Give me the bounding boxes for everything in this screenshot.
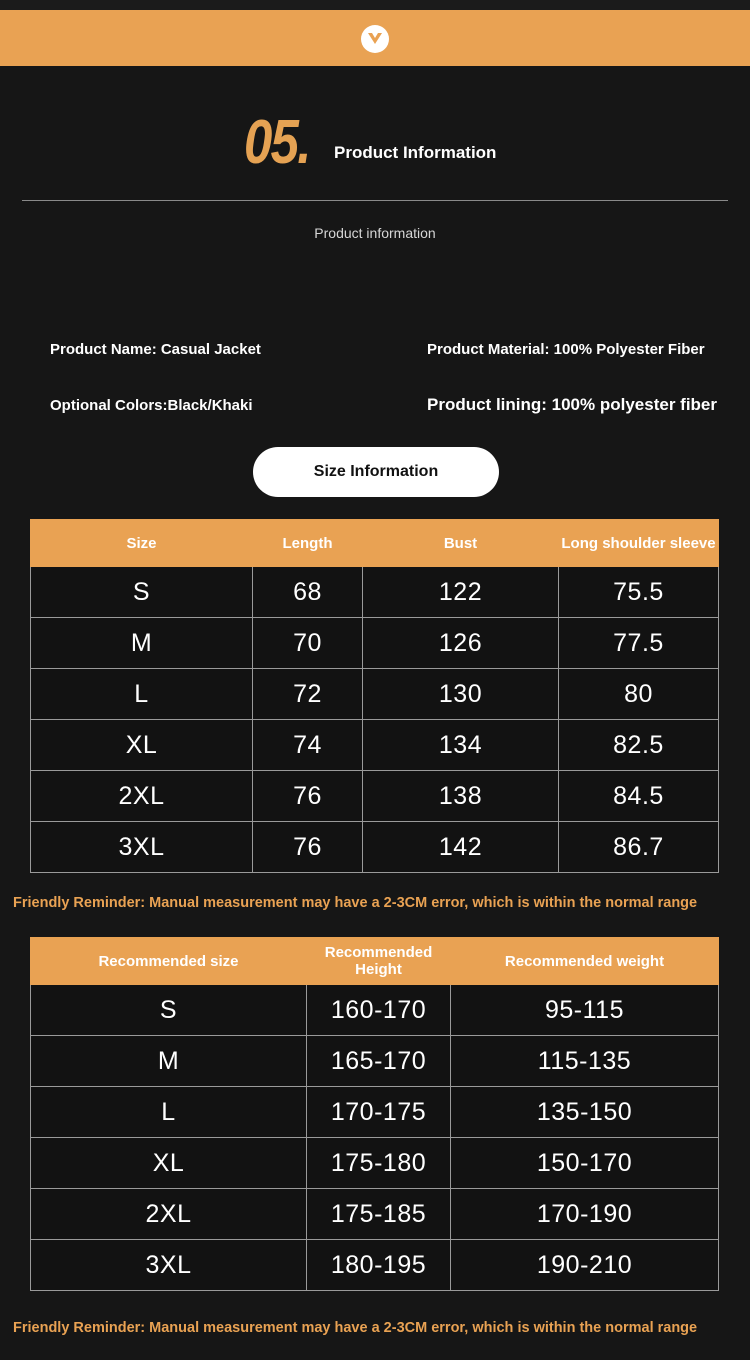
table-cell: 130 <box>363 669 559 720</box>
table-cell: 84.5 <box>559 771 719 822</box>
table-cell: 3XL <box>31 1240 307 1291</box>
table-cell: 150-170 <box>451 1138 719 1189</box>
section-title: Product Information <box>334 143 497 162</box>
section-number: 05. <box>244 108 310 177</box>
table-row <box>31 669 719 720</box>
table-row <box>31 720 719 771</box>
size-table <box>30 519 719 873</box>
table-row <box>31 1240 719 1291</box>
table-cell: 2XL <box>31 1189 307 1240</box>
table-cell: 95-115 <box>451 985 719 1036</box>
column-header: Length <box>253 520 363 567</box>
table-cell: S <box>31 985 307 1036</box>
table-cell: 70 <box>253 618 363 669</box>
table-cell: 138 <box>363 771 559 822</box>
column-header: Recommended size <box>31 938 307 985</box>
table-cell: 135-150 <box>451 1087 719 1138</box>
size-information-button[interactable]: Size Information <box>253 447 499 497</box>
table-row <box>31 822 719 873</box>
table-row <box>31 1036 719 1087</box>
table-row <box>31 1189 719 1240</box>
divider <box>22 200 728 201</box>
table-cell: S <box>31 567 253 618</box>
table-cell: XL <box>31 1138 307 1189</box>
table-row <box>31 618 719 669</box>
column-header: Recommended weight <box>451 938 719 985</box>
product-material: Product Material: 100% Polyester Fiber <box>427 341 705 358</box>
column-header: Long shoulder sleeve <box>559 520 719 567</box>
chevron-down-icon <box>367 32 383 46</box>
table-cell: 160-170 <box>307 985 451 1036</box>
measurement-reminder-bottom: Friendly Reminder: Manual measurement may have a 2-3CM error, which is within the normal range <box>13 1320 698 1336</box>
table-cell: 82.5 <box>559 720 719 771</box>
table-cell: 126 <box>363 618 559 669</box>
table-cell: 180-195 <box>307 1240 451 1291</box>
optional-colors: Optional Colors:Black/Khaki <box>50 397 253 414</box>
table-cell: M <box>31 618 253 669</box>
table-cell: 115-135 <box>451 1036 719 1087</box>
table-row <box>31 1138 719 1189</box>
table-cell: L <box>31 1087 307 1138</box>
table-cell: 170-175 <box>307 1087 451 1138</box>
recommended-table-header <box>31 938 719 985</box>
table-cell: 190-210 <box>451 1240 719 1291</box>
table-cell: 142 <box>363 822 559 873</box>
table-cell: 72 <box>253 669 363 720</box>
table-row <box>31 771 719 822</box>
table-cell: 122 <box>363 567 559 618</box>
section-subtitle: Product information <box>314 225 436 241</box>
table-cell: 77.5 <box>559 618 719 669</box>
size-table-header <box>31 520 719 567</box>
table-row <box>31 985 719 1036</box>
table-row <box>31 567 719 618</box>
table-cell: 75.5 <box>559 567 719 618</box>
table-cell: M <box>31 1036 307 1087</box>
table-cell: 2XL <box>31 771 253 822</box>
product-lining: Product lining: 100% polyester fiber <box>427 395 718 414</box>
table-cell: XL <box>31 720 253 771</box>
table-cell: 3XL <box>31 822 253 873</box>
measurement-reminder: Friendly Reminder: Manual measurement may have a 2-3CM error, which is within the normal range <box>13 895 698 911</box>
table-row <box>31 1087 719 1138</box>
table-cell: 175-185 <box>307 1189 451 1240</box>
table-cell: 68 <box>253 567 363 618</box>
table-cell: 76 <box>253 771 363 822</box>
column-header: Recommended Height <box>307 938 451 985</box>
column-header: Size <box>31 520 253 567</box>
table-cell: 86.7 <box>559 822 719 873</box>
table-cell: 80 <box>559 669 719 720</box>
table-cell: 76 <box>253 822 363 873</box>
column-header: Bust <box>363 520 559 567</box>
top-strip <box>0 0 750 10</box>
table-cell: 134 <box>363 720 559 771</box>
recommended-size-table <box>30 937 719 1291</box>
chevron-down-badge[interactable] <box>361 25 389 53</box>
table-cell: 170-190 <box>451 1189 719 1240</box>
product-name: Product Name: Casual Jacket <box>50 341 261 358</box>
table-cell: 175-180 <box>307 1138 451 1189</box>
table-cell: L <box>31 669 253 720</box>
table-cell: 165-170 <box>307 1036 451 1087</box>
table-cell: 74 <box>253 720 363 771</box>
